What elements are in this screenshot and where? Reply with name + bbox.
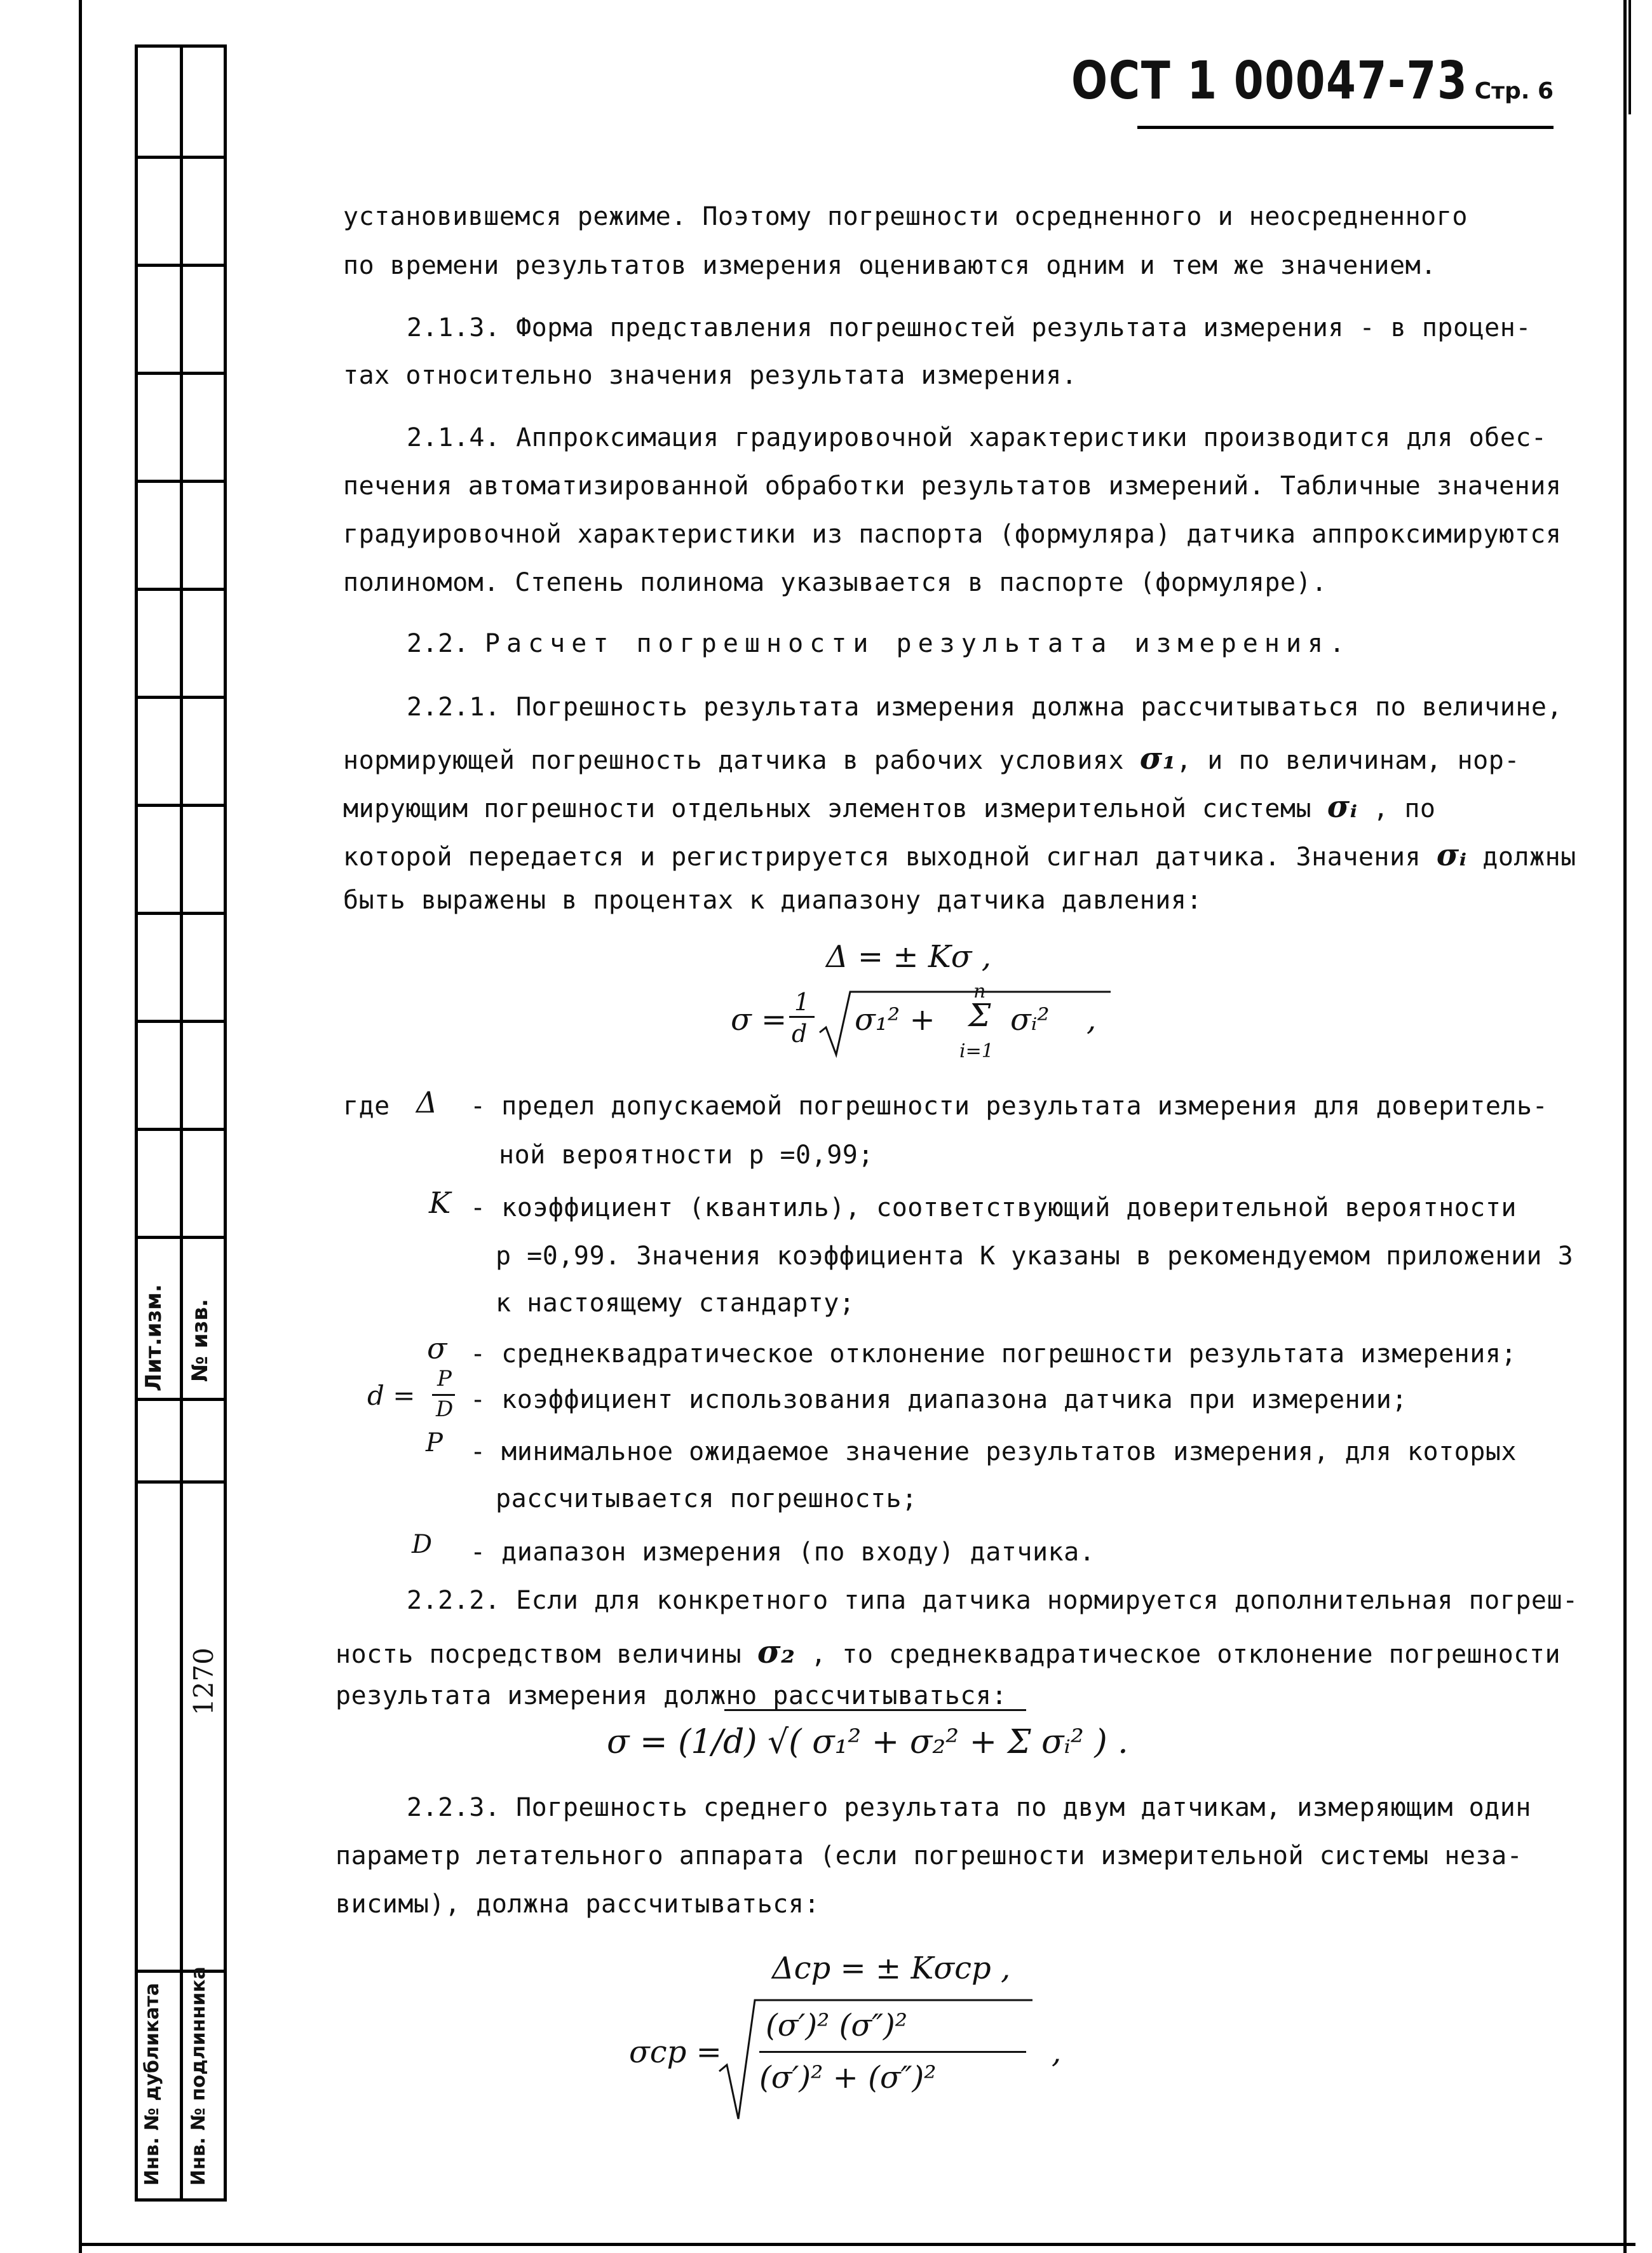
fraction-bar xyxy=(759,2051,1026,2053)
document-code: ОСТ 1 00047-73 xyxy=(1071,51,1468,111)
text-line: 2.2.1. Погрешность результата измерения должна рассчитываться по величине, xyxy=(407,693,1563,722)
bottom-border xyxy=(79,2243,1635,2246)
sum-lower: i=1 xyxy=(959,1040,994,1062)
text-line: результата измерения должно рассчитываться: xyxy=(335,1681,1008,1710)
text-line: - среднеквадратическое отклонение погрешности результата измерения; xyxy=(470,1339,1517,1369)
section-number: 2.2. xyxy=(407,629,470,658)
margin-strip-line xyxy=(135,1020,227,1023)
margin-strip-line xyxy=(135,1398,227,1401)
text-fragment: должны xyxy=(1482,842,1576,872)
formula-lhs: σcp = xyxy=(629,2034,722,2070)
symbol-range-d: D xyxy=(412,1530,433,1559)
text-fragment: , то среднеквадратическое отклонение погрешности xyxy=(811,1640,1561,1669)
text-line xyxy=(343,837,1576,873)
symbol-sigma: σ xyxy=(427,1331,447,1365)
right-edge-marks xyxy=(1623,0,1631,114)
text-fragment: нормирующей погрешность датчика в рабочих условиях xyxy=(343,746,1125,775)
page-number: Стр. 6 xyxy=(1474,78,1554,104)
text-line: - диапазон измерения (по входу) датчика. xyxy=(470,1538,1095,1567)
text-fragment: которой передается и регистрируется выходной сигнал датчика. Значения xyxy=(343,842,1421,872)
d-fraction-bar xyxy=(432,1394,455,1396)
formula-sigma-2: σ = (1/d) √( σ₁² + σ₂² + Σ σᵢ² ) . xyxy=(607,1723,1128,1761)
margin-lit-izm: Лит.изм. xyxy=(141,1284,166,1391)
text-fragment: мирующим погрешности отдельных элементов измерительной системы xyxy=(343,794,1312,823)
symbol-sigmai: σᵢ xyxy=(1327,789,1358,825)
margin-strip-line xyxy=(135,480,227,483)
sum-upper: n xyxy=(973,980,986,1003)
margin-number: 1270 xyxy=(188,1647,219,1715)
symbol-d: d = xyxy=(367,1380,416,1411)
margin-strip-line xyxy=(135,804,227,807)
fraction-numerator: (σ′)² (σ″)² xyxy=(766,2008,908,2043)
margin-n-izv: № изв. xyxy=(187,1299,213,1382)
text-line: параметр летательного аппарата (если погрешности измерительной системы неза- xyxy=(335,1841,1523,1871)
section-title: Расчет погрешности результата измерения. xyxy=(484,629,1351,658)
text-line: - коэффициент использования диапазона датчика при измерении; xyxy=(470,1385,1407,1414)
text-line: рассчитывается погрешность; xyxy=(496,1484,917,1513)
margin-strip-line xyxy=(135,1236,227,1239)
formula-trail: , xyxy=(1087,1002,1097,1038)
symbol-k: K xyxy=(429,1186,451,1220)
margin-strip-line xyxy=(135,372,227,375)
text-line: 2.2.3. Погрешность среднего результата по двум датчикам, измеряющим один xyxy=(407,1793,1531,1822)
d-denominator: D xyxy=(436,1397,454,1422)
text-line xyxy=(343,789,1435,825)
formula-sigma-cp xyxy=(629,1995,1112,2122)
formula-delta: Δ = ± Kσ , xyxy=(826,939,992,975)
text-line: ной вероятности p =0,99; xyxy=(499,1140,874,1170)
text-line: тах относительно значения результата измерения. xyxy=(343,361,1078,390)
margin-strip-line xyxy=(135,264,227,267)
formula-trail: , xyxy=(1052,2034,1062,2070)
text-line: по времени результатов измерения оцениваются одним и тем же значением. xyxy=(343,251,1437,280)
page-header xyxy=(984,51,1554,111)
sum-sign: Σ xyxy=(968,997,991,1034)
text-line: к настоящему стандарту; xyxy=(496,1289,855,1318)
fraction-denominator: d xyxy=(792,1020,808,1048)
text-line: p =0,99. Значения коэффициента K указаны в рекомендуемом приложении 3 xyxy=(496,1242,1574,1271)
margin-strip-line xyxy=(135,696,227,699)
d-numerator: P xyxy=(437,1366,452,1391)
symbol-p: P xyxy=(426,1428,443,1458)
text-line: 2.1.4. Аппроксимация градуировочной характеристики производится для обес- xyxy=(407,423,1547,452)
symbol-delta: Δ xyxy=(416,1085,438,1120)
text-line: - предел допускаемой погрешности результата измерения для доверитель- xyxy=(470,1092,1548,1121)
margin-strip-divider xyxy=(180,44,183,2202)
section-heading xyxy=(407,629,1351,658)
formula-lhs: σ = xyxy=(731,1002,787,1038)
sigma1-squared: σ₁² + xyxy=(855,1002,935,1038)
fraction-denominator: (σ′)² + (σ″)² xyxy=(759,2060,937,2095)
text-line: градуировочной характеристики из паспорта (формуляра) датчика аппроксимируются xyxy=(343,520,1562,549)
text-line: 2.2.2. Если для конкретного типа датчика нормируется дополнительная погреш- xyxy=(407,1586,1578,1615)
where-word: где xyxy=(343,1092,390,1121)
text-line: висимы), должна рассчитываться: xyxy=(335,1890,820,1919)
text-line: быть выражены в процентах к диапазону датчика давления: xyxy=(343,886,1203,915)
symbol-sigmai: σᵢ xyxy=(1436,837,1467,873)
text-fragment: ность посредством величины xyxy=(335,1640,742,1669)
margin-strip-line xyxy=(135,912,227,915)
margin-strip-line xyxy=(135,588,227,591)
symbol-sigma1: σ₁ xyxy=(1139,741,1177,776)
margin-inv-podlinnika: Инв. № подлинника xyxy=(187,1966,210,2186)
margin-strip-line xyxy=(135,1970,227,1973)
header-underline xyxy=(1137,126,1554,129)
text-line: - минимальное ожидаемое значение результатов измерения, для которых xyxy=(470,1437,1517,1466)
text-line: - коэффициент (квантиль), соответствующий доверительной вероятности xyxy=(470,1193,1517,1222)
margin-inv-dublikata: Инв. № дубликата xyxy=(141,1982,163,2186)
symbol-sigma2: σ₂ xyxy=(757,1633,796,1670)
sigmai-squared: σᵢ² xyxy=(1010,1002,1050,1038)
fraction-numerator: 1 xyxy=(794,988,810,1016)
text-line: печения автоматизированной обработки результатов измерений. Табличные значения xyxy=(343,471,1562,501)
text-fragment: , по xyxy=(1373,794,1436,823)
fraction-bar xyxy=(789,1016,815,1018)
formula-delta-cp: Δcp = ± Kσcp , xyxy=(772,1951,1011,1986)
radical-overline xyxy=(724,1709,1026,1711)
text-line: установившемся режиме. Поэтому погрешности осредненного и неосредненного xyxy=(343,202,1468,231)
margin-strip-line xyxy=(135,1128,227,1131)
text-line xyxy=(335,1633,1561,1670)
text-fragment: , и по величинам, нор- xyxy=(1176,746,1520,775)
margin-strip-line xyxy=(135,156,227,159)
margin-strip-line xyxy=(135,1480,227,1484)
text-line xyxy=(343,741,1520,776)
text-line: 2.1.3. Форма представления погрешностей результата измерения - в процен- xyxy=(407,313,1531,342)
formula-sigma xyxy=(731,980,1112,1077)
text-line: полиномом. Степень полинома указывается в паспорте (формуляре). xyxy=(343,568,1327,597)
